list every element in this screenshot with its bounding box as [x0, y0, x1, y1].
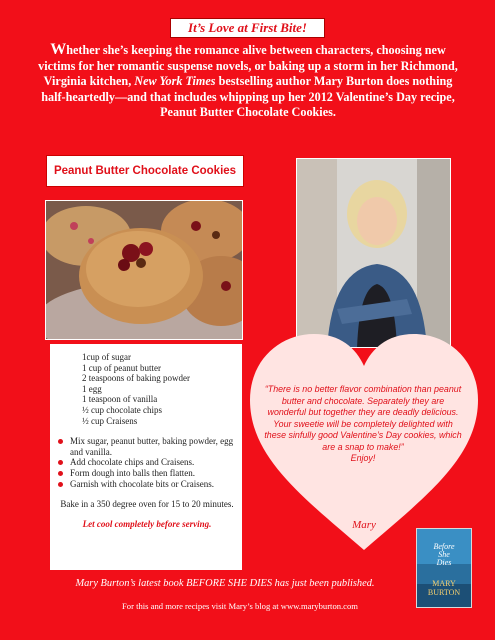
intro-paragraph [32, 42, 464, 121]
book-cover [416, 528, 472, 608]
book-title-line: Before [433, 542, 455, 551]
step-list [56, 436, 238, 489]
bullet-icon [58, 460, 63, 465]
book-author-line: MARY [432, 579, 456, 588]
step-text: Garnish with chocolate bits or Craisens. [70, 478, 214, 489]
book-title-line: She [438, 550, 450, 559]
ingredient-item: 2 teaspoons of baking powder [82, 373, 190, 384]
step-item [56, 468, 238, 479]
intro-italic-title: New York Times [134, 74, 216, 89]
ingredient-item: 1 cup of peanut butter [82, 362, 161, 373]
bake-instructions: Bake in a 350 degree oven for 15 to 20 minutes. [60, 499, 234, 510]
step-item [56, 457, 238, 468]
footer-blog-line: For this and more recipes visit Mary’s blog at www.maryburton.com [122, 601, 358, 611]
enjoy-text: Enjoy! [350, 453, 376, 463]
recipe-title: Peanut Butter Chocolate Cookies [46, 155, 244, 187]
quote-block [262, 384, 464, 465]
step-text: Mix sugar, peanut butter, baking powder, egg and vanilla. [70, 436, 234, 457]
step-item [56, 479, 238, 490]
step-text: Add chocolate chips and Craisens. [70, 457, 195, 468]
intro-text-start: hether she’s keeping the romance alive between characters, choosing new victims for her romantic suspense novels, or baking up a storm in her Richmond, Virginia kitchen, [38, 43, 458, 89]
bullet-icon [58, 471, 63, 476]
cookies-photo [45, 200, 243, 340]
intro-lead-letter: W [50, 41, 67, 58]
cool-instructions: Let cool completely before serving. [82, 518, 212, 529]
ingredient-item: ½ cup Craisens [82, 415, 138, 426]
footer-announcement: Mary Burton’s latest book BEFORE SHE DIES has just been published. [75, 578, 375, 589]
quote-text: “There is no better flavor combination than peanut butter and chocolate. Separately they are wonderful but together they are deadly delicious. Your sweetie will be completely delighted with these sinfully good Valentine’s Day cookies, which are a snap to make!” [264, 384, 462, 452]
author-photo [296, 158, 451, 348]
ingredient-item: ½ cup chocolate chips [82, 404, 162, 415]
intro-text-end: bestselling author Mary Burton does nothing half-heartedly—and that includes whipping up her 2012 Valentine’s Day recipe, Peanut Butter Chocolate Cookies. [41, 74, 455, 120]
ingredient-item: 1 teaspoon of vanilla [82, 394, 158, 405]
book-author-line: BURTON [427, 588, 461, 597]
bullet-icon [58, 439, 63, 444]
ingredient-item: 1 egg [82, 383, 102, 394]
banner-title: It’s Love at First Bite! [170, 18, 325, 38]
recipe-card [50, 344, 242, 570]
signature: Mary [352, 519, 376, 531]
book-title-line: Dies [436, 558, 452, 567]
ingredient-list [82, 352, 238, 426]
step-item [56, 436, 238, 457]
author-photo-illustration [297, 159, 451, 348]
cookies-photo-illustration [46, 201, 243, 340]
step-text: Form dough into balls then flatten. [70, 467, 195, 478]
bullet-icon [58, 482, 63, 487]
ingredient-item: 1cup of sugar [82, 352, 131, 362]
